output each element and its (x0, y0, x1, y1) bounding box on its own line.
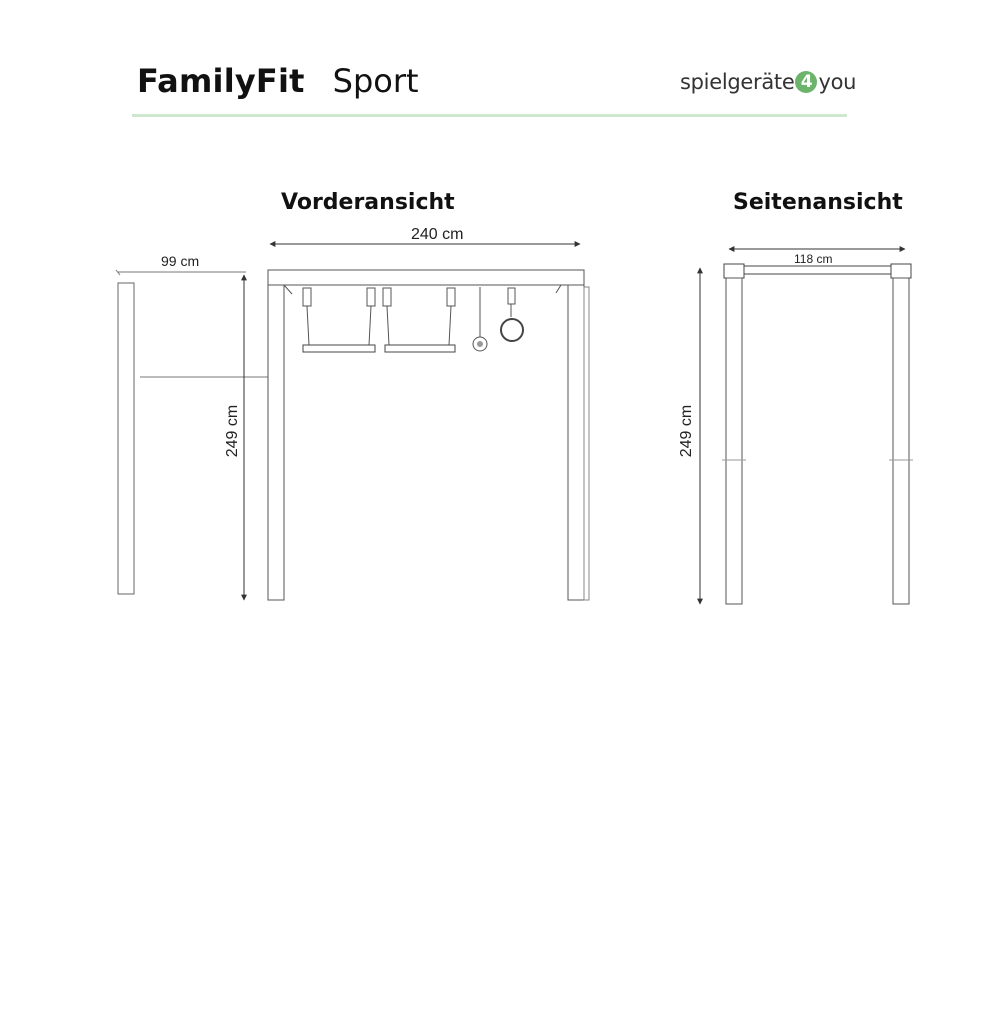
side-right-post (893, 278, 909, 604)
front-view-drawing (116, 244, 589, 600)
board-swing-2 (383, 288, 455, 352)
front-height-label: 249 cm (224, 404, 242, 458)
left-post (268, 285, 284, 600)
side-view-title: Seitenansicht (733, 190, 903, 215)
logo-text-post: you (818, 70, 857, 94)
front-depth-label: 99 cm (161, 253, 200, 269)
rear-post (118, 283, 134, 594)
right-post (568, 285, 584, 600)
side-left-post (726, 278, 742, 604)
side-view-drawing (700, 249, 913, 604)
top-beam (268, 270, 584, 285)
product-name: Sport (332, 62, 419, 100)
front-view-title: Vorderansicht (281, 190, 455, 215)
disc-swing (473, 287, 487, 351)
brand-name: FamilyFit (137, 62, 305, 100)
gym-ring (501, 288, 523, 341)
side-width-label: 118 cm (794, 252, 833, 266)
side-left-cap (724, 264, 744, 278)
logo-number-badge: 4 (795, 71, 817, 93)
board-swing-1 (303, 288, 375, 352)
side-right-cap (891, 264, 911, 278)
side-height-label: 249 cm (678, 404, 696, 458)
side-crossbar (744, 266, 891, 274)
front-width-label: 240 cm (411, 226, 464, 243)
logo-text-pre: spielgeräte (680, 70, 795, 94)
